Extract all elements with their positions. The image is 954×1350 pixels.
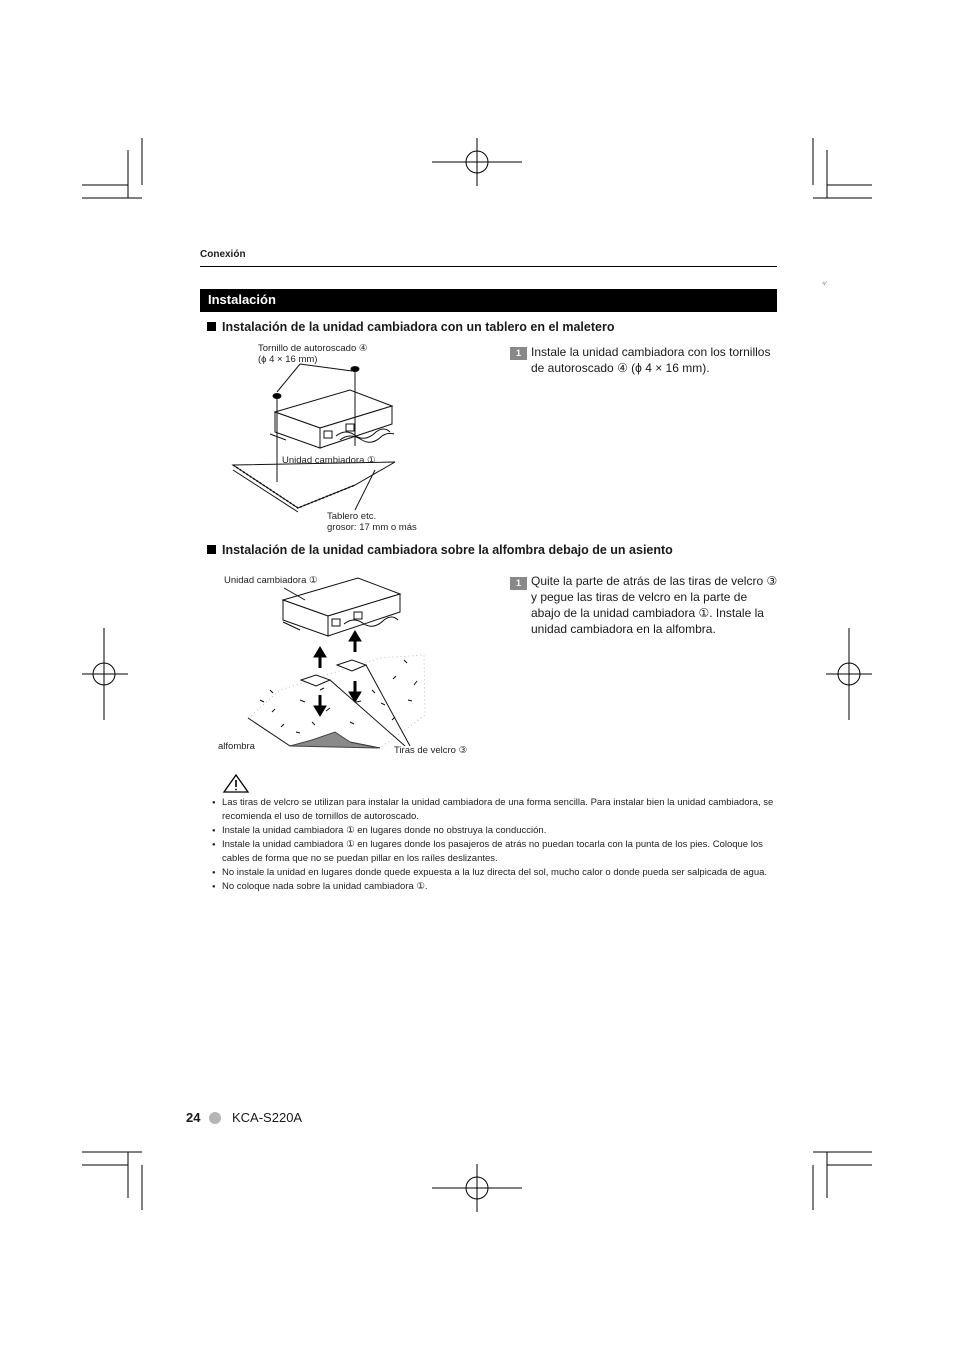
note-item: ● Instale la unidad cambiadora ① en lugares donde no obstruya la conducción. (208, 824, 780, 838)
note-item: ● No coloque nada sobre la unidad cambiadora ①. (208, 880, 780, 894)
square-bullet-icon (207, 322, 216, 331)
page-title: Instalación (208, 292, 276, 307)
title-bar (200, 289, 777, 312)
step-number-1a: 1 (510, 347, 527, 360)
label-screw-name: Tornillo de autoroscado ④ (258, 343, 368, 354)
warning-icon (224, 775, 248, 792)
figure-board-installation (233, 364, 395, 512)
step-text-1a: Instale la unidad cambiadora con los tornillos de autoroscado ④ (ϕ 4 × 16 mm). (531, 345, 771, 375)
carpet-drawing (248, 655, 425, 748)
header-rule (200, 266, 777, 267)
square-bullet-icon (207, 545, 216, 554)
changer-unit-drawing (270, 390, 394, 448)
label-screw-size: (ϕ 4 × 16 mm) (258, 354, 318, 365)
section-label: Conexión (200, 249, 246, 260)
step-number-1b: 1 (510, 577, 527, 590)
note-item: ● Instale la unidad cambiadora ① en lugares donde los pasajeros de atrás no puedan tocarla con la punta de los pies. Coloque los cables de forma que no se puedan pillar en los raíles deslizantes. (208, 838, 780, 866)
margin-mark: ⁴⁄ (822, 281, 827, 288)
step-text-1b: Quite la parte de atrás de las tiras de velcro ③ y pegue las tiras de velcro en la parte de abajo de la unidad cambiadora ①. Instale la unidad cambiadora en la alfombra. (531, 574, 778, 636)
board-shape (233, 462, 395, 508)
sub-heading-board-text: Instalación de la unidad cambiadora con un tablero en el maletero (222, 320, 615, 334)
note-item: ● No instale la unidad en lugares donde quede expuesta a la luz directa del sol, mucho calor o donde pueda ser salpicada de agua. (208, 866, 780, 880)
changer-unit-drawing-2 (283, 578, 400, 636)
sub-heading-carpet (207, 543, 673, 557)
label-carpet: alfombra (218, 741, 255, 752)
label-board-thickness: grosor: 17 mm o más (327, 522, 417, 533)
sub-heading-board (207, 320, 614, 334)
label-velcro: Tiras de velcro ③ (394, 745, 468, 756)
figure-carpet-installation (248, 578, 425, 748)
note-item: ● Las tiras de velcro se utilizan para instalar la unidad cambiadora de una forma sencilla. Para instalar bien la unidad cambiadora, se recomienda el uso de tornillos de autoroscado. (208, 796, 780, 824)
sub-heading-carpet-text: Instalación de la unidad cambiadora sobre la alfombra debajo de un asiento (222, 543, 673, 557)
caution-notes (208, 796, 780, 894)
label-unit-1: Unidad cambiadora ① (282, 455, 376, 466)
model-name: KCA-S220A (232, 1110, 303, 1125)
label-unit-2: Unidad cambiadora ① (224, 575, 318, 586)
footer-dot-icon (209, 1112, 221, 1124)
label-board: Tablero etc. (327, 511, 377, 522)
page-number: 24 (186, 1110, 201, 1125)
